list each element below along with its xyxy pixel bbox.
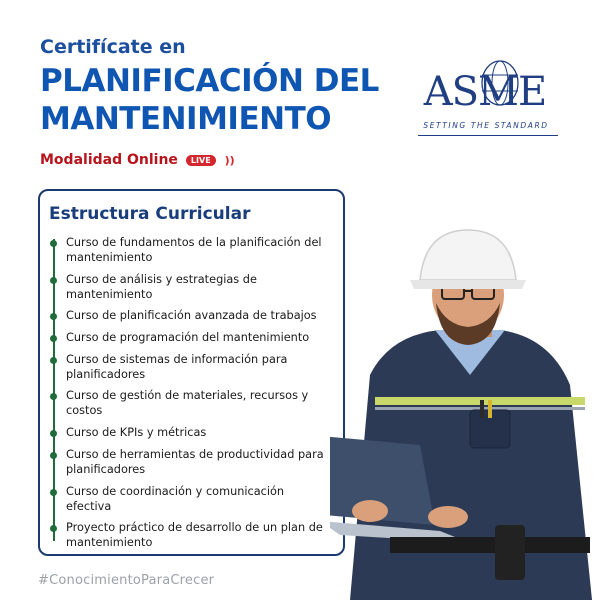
curriculum-box <box>38 189 345 556</box>
live-badge-label: LIVE <box>190 155 211 165</box>
bullet-dot-icon <box>50 489 57 496</box>
course-item <box>40 447 340 477</box>
bullet-dot-icon <box>50 393 57 400</box>
course-item <box>40 235 340 265</box>
bullet-dot-icon <box>50 313 57 320</box>
title-line-2: MANTENIMIENTO <box>40 101 332 137</box>
course-label: Curso de herramientas de productividad para planificadores <box>66 447 324 476</box>
course-label: Curso de programación del mantenimiento <box>66 331 310 345</box>
course-item <box>40 425 340 440</box>
logo-tagline: SETTING THE STANDARD <box>423 121 549 130</box>
course-item <box>40 484 340 514</box>
course-label: Proyecto práctico de desarrollo de un plan de mantenimiento <box>66 521 323 550</box>
bullet-dot-icon <box>50 430 57 437</box>
course-label: Curso de análisis y estrategias de mantenimiento <box>66 272 257 301</box>
title-line-1: PLANIFICACIÓN DEL <box>40 63 379 99</box>
curriculum-title: Estructura Curricular <box>49 204 251 224</box>
hashtag: #ConocimientoParaCrecer <box>38 573 215 588</box>
logo-divider <box>418 135 558 136</box>
bullet-dot-icon <box>50 277 57 284</box>
course-label: Curso de KPIs y métricas <box>66 426 207 440</box>
course-item <box>40 272 340 302</box>
worker-illustration <box>330 225 600 600</box>
course-item <box>40 308 340 323</box>
course-list <box>40 235 340 557</box>
broadcast-icon: )) <box>224 153 235 167</box>
bullet-dot-icon <box>50 240 57 247</box>
course-label: Curso de sistemas de información para planificadores <box>66 352 288 381</box>
bullet-dot-icon <box>50 357 57 364</box>
bullet-dot-icon <box>50 525 57 532</box>
bullet-dot-icon <box>50 452 57 459</box>
course-label: Curso de coordinación y comunicación efectiva <box>66 484 285 513</box>
course-item <box>40 388 340 418</box>
course-item <box>40 352 340 382</box>
course-label: Curso de fundamentos de la planificación del mantenimiento <box>66 236 322 264</box>
page-title <box>40 62 379 138</box>
course-label: Curso de planificación avanzada de trabajos <box>66 309 317 323</box>
live-badge <box>186 155 216 166</box>
course-item <box>40 520 340 550</box>
asme-logo <box>410 55 570 145</box>
subtitle: Certifícate en <box>40 36 186 58</box>
course-label: Curso de gestión de materiales, recursos y costos <box>66 389 309 418</box>
logo-wordmark: ASME <box>423 69 547 115</box>
bullet-dot-icon <box>50 335 57 342</box>
modality-line <box>40 152 235 168</box>
course-item <box>40 330 340 345</box>
modality-label: Modalidad Online <box>40 152 178 168</box>
